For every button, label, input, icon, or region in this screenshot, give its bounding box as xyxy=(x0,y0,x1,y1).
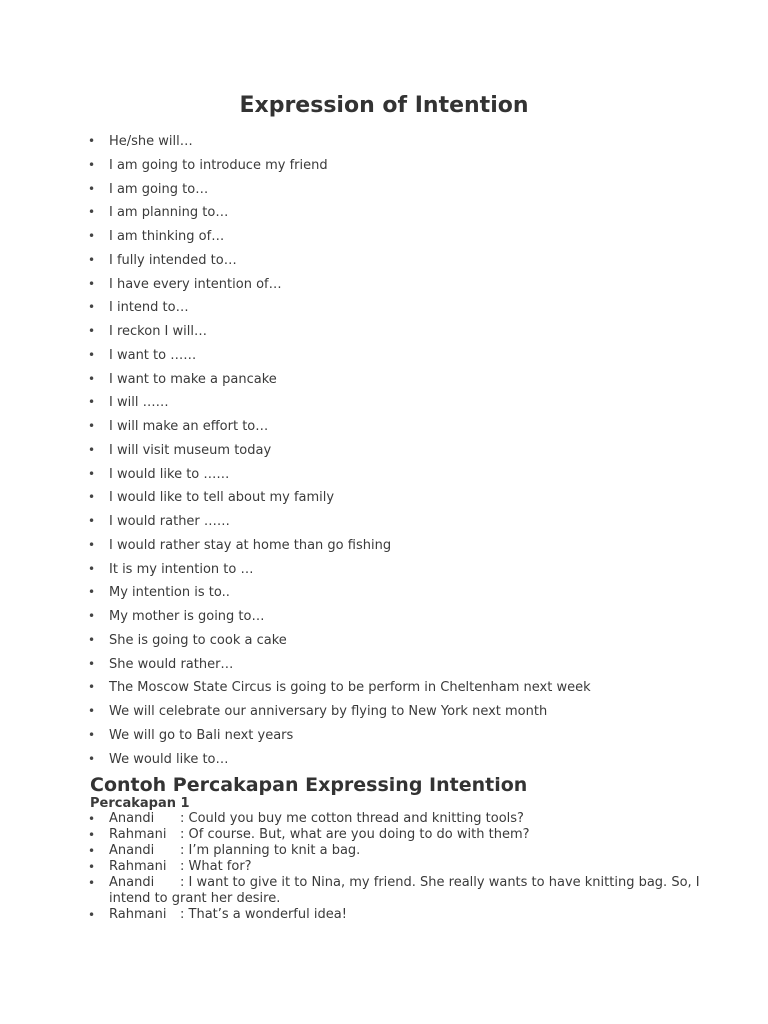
list-item: • My mother is going to… xyxy=(88,605,728,629)
speaker-name: Rahmani xyxy=(109,827,167,842)
list-item: • She would rather… xyxy=(88,653,728,677)
list-item: • I would rather …… xyxy=(88,510,728,534)
dialogue-line xyxy=(88,827,708,843)
speaker-name: Anandi xyxy=(109,811,155,826)
list-item: • I fully intended to… xyxy=(88,249,728,273)
list-item: • I have every intention of… xyxy=(88,273,728,297)
dialogue-text: : I’m planning to knit a bag. xyxy=(180,843,361,858)
list-item: • We will celebrate our anniversary by flying to New York next month xyxy=(88,700,728,724)
list-item: • She is going to cook a cake xyxy=(88,629,728,653)
list-item: • I would rather stay at home than go fishing xyxy=(88,534,728,558)
list-item: • I will make an effort to… xyxy=(88,415,728,439)
dialogue-text: : Could you buy me cotton thread and knitting tools? xyxy=(180,811,524,826)
list-item: • I am planning to… xyxy=(88,201,728,225)
list-item: • I am going to introduce my friend xyxy=(88,154,728,178)
list-item: • It is my intention to … xyxy=(88,558,728,582)
list-item: • I will visit museum today xyxy=(88,439,728,463)
speaker-name: Anandi xyxy=(109,875,155,890)
list-item: • I would like to tell about my family xyxy=(88,486,728,510)
list-item: • I am going to… xyxy=(88,178,728,202)
list-item: • I will …… xyxy=(88,391,728,415)
conversation-list xyxy=(88,811,708,923)
list-item: • He/she will… xyxy=(88,130,728,154)
dialogue-line xyxy=(88,875,708,907)
dialogue-text: : I want to give it to Nina, my friend. She really wants to have knitting bag. So, I intend to grant her desire. xyxy=(109,875,700,906)
section-title: Contoh Percakapan Expressing Intention xyxy=(90,774,528,796)
list-item: • I would like to …… xyxy=(88,463,728,487)
dialogue-line xyxy=(88,843,708,859)
list-item: • The Moscow State Circus is going to be perform in Cheltenham next week xyxy=(88,676,728,700)
dialogue-line xyxy=(88,811,708,827)
list-item: • I want to make a pancake xyxy=(88,368,728,392)
speaker-name: Rahmani xyxy=(109,907,167,922)
dialogue-line xyxy=(88,859,708,875)
dialogue-line xyxy=(88,907,708,923)
dialogue-text: : What for? xyxy=(180,859,252,874)
dialogue-text: : Of course. But, what are you doing to do with them? xyxy=(180,827,530,842)
list-item: • I am thinking of… xyxy=(88,225,728,249)
list-item: • My intention is to.. xyxy=(88,581,728,605)
dialogue-text: : That’s a wonderful idea! xyxy=(180,907,347,922)
speaker-name: Rahmani xyxy=(109,859,167,874)
list-item: • We will go to Bali next years xyxy=(88,724,728,748)
list-item: • I intend to… xyxy=(88,296,728,320)
list-item: • We would like to… xyxy=(88,748,728,772)
list-item: • I reckon I will… xyxy=(88,320,728,344)
list-item: • I want to …… xyxy=(88,344,728,368)
page-title: Expression of Intention xyxy=(239,93,529,118)
conversation-title: Percakapan 1 xyxy=(90,796,190,811)
expression-list xyxy=(88,130,728,771)
speaker-name: Anandi xyxy=(109,843,155,858)
